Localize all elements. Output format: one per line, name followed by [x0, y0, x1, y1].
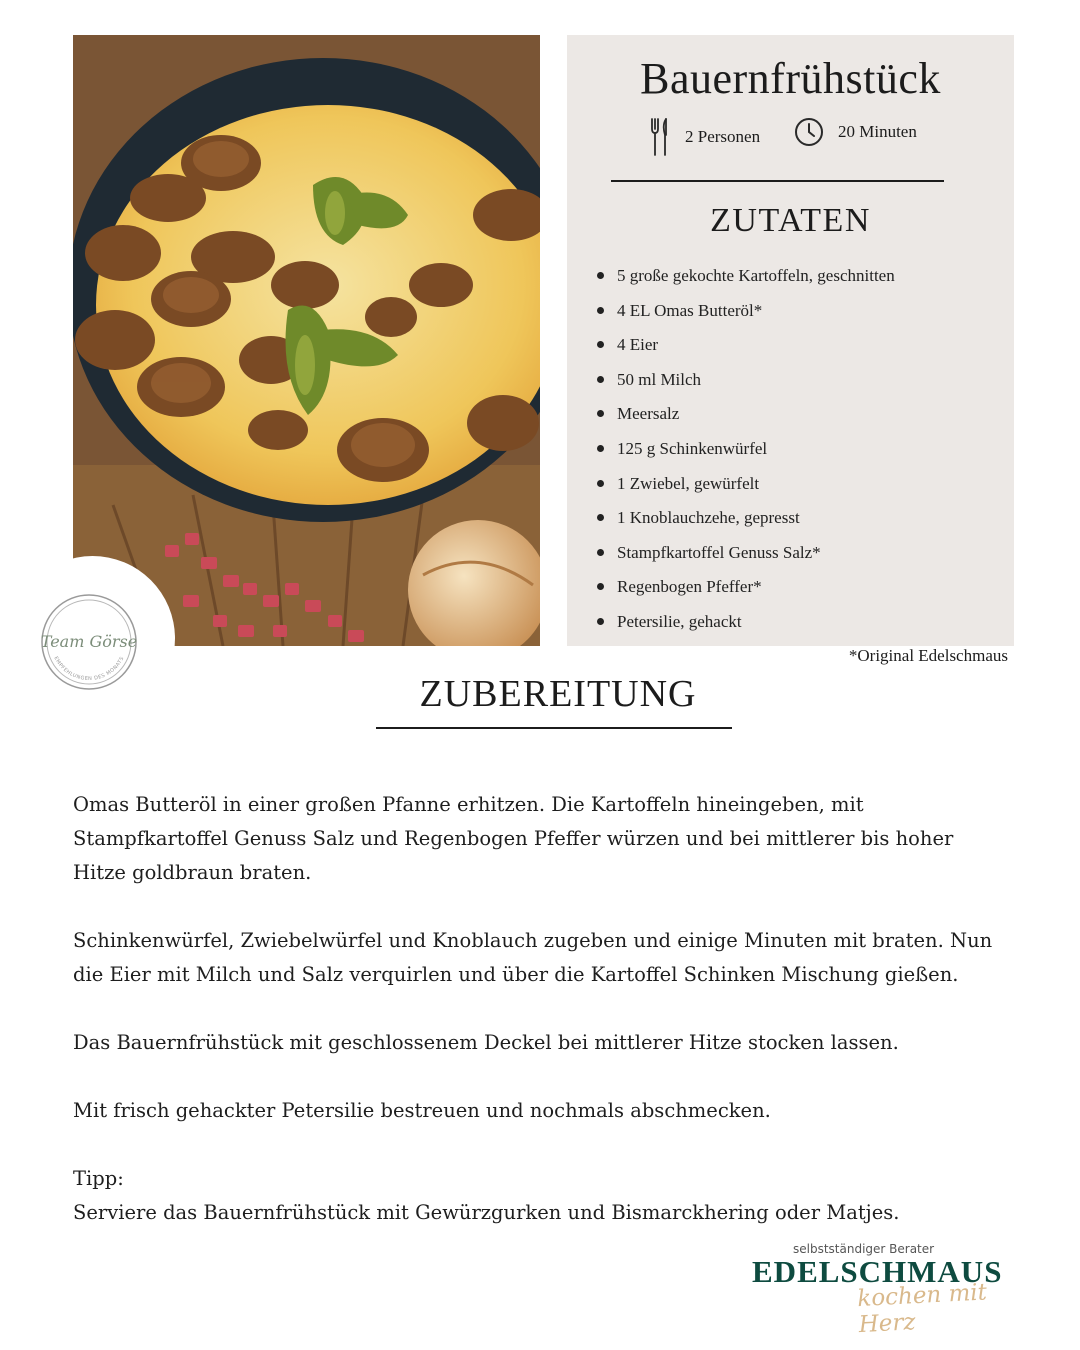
ingredient-item: 4 EL Omas Butteröl* [597, 294, 895, 329]
edelschmaus-logo [750, 1240, 1015, 1339]
ingredient-item: Petersilie, gehackt [597, 605, 895, 640]
step-paragraph: Schinkenwürfel, Zwiebelwürfel und Knoblauch zugeben und einige Minuten mit braten. Nun die Eier mit Milch und Salz verquirlen und über die Kartoffel Schinken Mischung gießen. [73, 929, 993, 986]
step-paragraph: Das Bauernfrühstück mit geschlossenem Deckel bei mittlerer Hitze stocken lassen. [73, 1031, 899, 1054]
ingredient-item: Regenbogen Pfeffer* [597, 570, 895, 605]
clock-icon [794, 117, 824, 147]
cutlery-icon [649, 117, 671, 157]
svg-text:EMPFEHLUNGEN DES MONATS [52, 656, 125, 682]
ingredient-item: 5 große gekochte Kartoffeln, geschnitten [597, 259, 895, 294]
recipe-photo [73, 35, 540, 646]
ingredients-footnote: *Original Edelschmaus [848, 646, 1008, 665]
ingredient-item: Meersalz [597, 397, 895, 432]
badge-ring-text: EMPFEHLUNGEN DES MONATS [52, 655, 126, 683]
team-badge-logo [40, 593, 138, 691]
preparation-steps [73, 788, 1008, 1264]
ingredient-item: 4 Eier [597, 328, 895, 363]
ingredient-item: Stampfkartoffel Genuss Salz* [597, 536, 895, 571]
tip-text: Serviere das Bauernfrühstück mit Gewürzgurken und Bismarckhering oder Matjes. [73, 1201, 900, 1224]
ingredients-heading: ZUTATEN [710, 202, 871, 239]
step-paragraph: Omas Butteröl in einer großen Pfanne erhitzen. Die Kartoffeln hineingeben, mit Stampfkartoffel Genuss Salz und Regenbogen Pfeffer würzen und bei mittlerer bis hoher Hitze goldbraun braten. [73, 793, 954, 884]
step-paragraph: Mit frisch gehackter Petersilie bestreuen und nochmals abschmecken. [73, 1099, 771, 1122]
ingredient-item: 125 g Schinkenwürfel [597, 432, 895, 467]
title-divider [611, 180, 944, 182]
cooking-time-text: 20 Minuten [838, 122, 917, 141]
tip-label: Tipp: [73, 1167, 124, 1190]
cooking-time [794, 117, 917, 147]
brand-name: EDELSCHMAUS [752, 1254, 1003, 1289]
recipe-title: Bauernfrühstück [640, 54, 941, 103]
recipe-card [567, 35, 1014, 646]
recipe-meta [567, 117, 1014, 157]
ingredient-item: 1 Knoblauchzehe, gepresst [597, 501, 895, 536]
servings [649, 117, 760, 157]
brand-subtitle: selbstständiger Berater [793, 1242, 935, 1256]
preparation-divider [376, 727, 732, 729]
ingredients-list [597, 259, 895, 640]
brand-slogan: kochen mit Herz [856, 1279, 988, 1339]
ingredient-item: 50 ml Milch [597, 363, 895, 398]
ingredient-item: 1 Zwiebel, gewürfelt [597, 467, 895, 502]
badge-name: Team Görse [40, 632, 138, 651]
servings-text: 2 Personen [685, 127, 761, 146]
preparation-heading: ZUBEREITUNG [419, 673, 697, 715]
